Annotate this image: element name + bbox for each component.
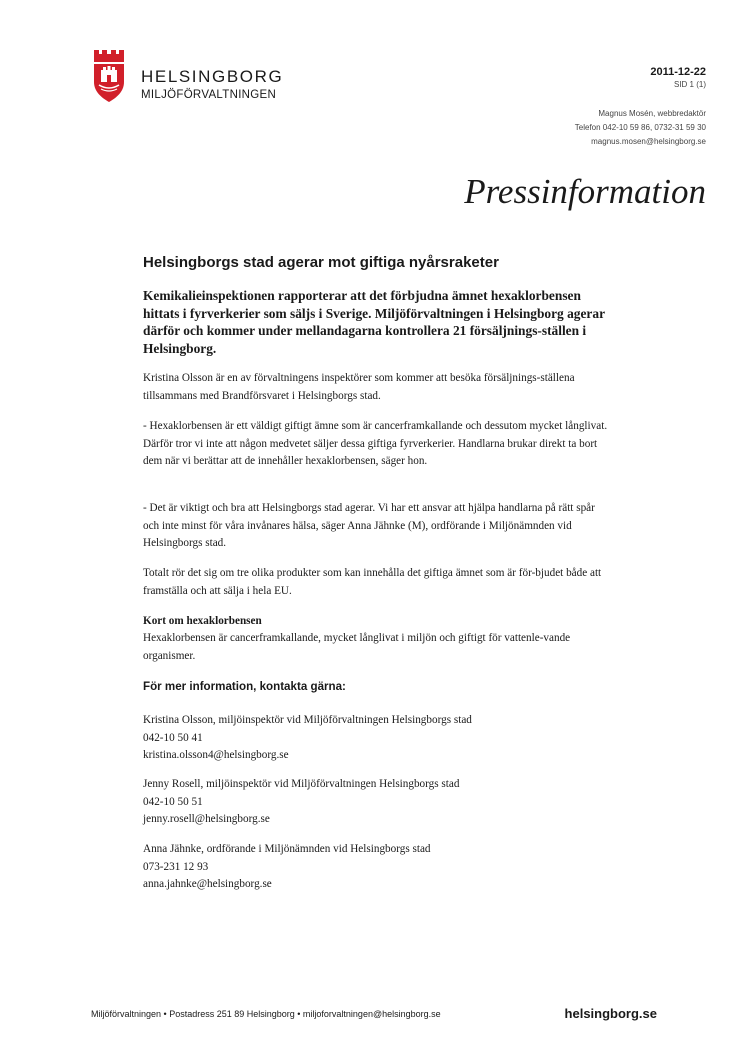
footer-address: Miljöförvaltningen • Postadress 251 89 Helsingborg • miljoforvaltningen@helsingborg.se (91, 1009, 441, 1019)
page-number: SID 1 (1) (673, 80, 706, 89)
contact-name: Jenny Rosell, miljöinspektör vid Miljöförvaltningen Helsingborgs stad (143, 778, 460, 790)
article-paragraph-3: - Det är viktigt och bra att Helsingborgs stad agerar. Vi har ett ansvar att hjälpa handlarna på rätt spår och inte minst för våra invånares hälsa, säger Anna Jähnke (M), ordförande i Miljönämnden vid Helsingborgs stad. (143, 502, 595, 549)
press-contact-phone: Telefon 042-10 59 86, 0732-31 59 30 (574, 123, 706, 132)
article-lead: Kemikalieinspektionen rapporterar att det förbjudna ämnet hexaklorbensen hittats i fyrverkerier som säljs i Sverige. Miljöförvaltningen i Helsingborg agerar därför och kommer under mellandagarna kontrollera 21 försäljnings-ställen i Helsingborg. (143, 288, 605, 356)
contacts-heading: För mer information, kontakta gärna: (143, 680, 346, 693)
contact-email[interactable]: anna.jahnke@helsingborg.se (143, 878, 272, 890)
contact-phone: 042-10 50 51 (143, 795, 203, 808)
article-paragraph-2: - Hexaklorbensen är ett väldigt giftigt ämne som är cancerframkallande och dessutom mycket långlivat. Därför tror vi inte att någon medvetet säljer dessa giftiga fyrverkerier. Handlarna brukar direkt ta bort dem när vi berättar att de innehåller hexaklorbensen, säger hon. (143, 420, 608, 467)
contact-email[interactable]: jenny.rosell@helsingborg.se (143, 813, 270, 825)
contact-name: Anna Jähnke, ordförande i Miljönämnden vid Helsingborgs stad (143, 843, 431, 855)
contact-card (143, 712, 613, 765)
org-name: HELSINGBORG (141, 67, 284, 86)
article-paragraph-4: Totalt rör det sig om tre olika produkter som kan innehålla det giftiga ämnet som är för-bjudet både att framställa och att sälja i hela EU. (143, 567, 602, 597)
document-date: 2011-12-22 (650, 66, 706, 78)
press-contact-email: magnus.mosen@helsingborg.se (591, 137, 706, 146)
fact-box-title: Kort om hexaklorbensen (143, 615, 262, 627)
footer-website-link[interactable]: helsingborg.se (564, 1006, 657, 1021)
contact-phone: 073-231 12 93 (143, 860, 209, 873)
org-department: MILJÖFÖRVALTNINGEN (141, 89, 277, 101)
press-contact-name: Magnus Mosén, webbredaktör (598, 109, 706, 118)
contact-card (143, 776, 613, 829)
document-type-title: Pressinformation (464, 172, 706, 211)
helsingborg-crest-icon (92, 48, 126, 104)
contact-name: Kristina Olsson, miljöinspektör vid Miljöförvaltningen Helsingborgs stad (143, 714, 472, 726)
contact-card (143, 841, 613, 894)
article-paragraph-1: Kristina Olsson är en av förvaltningens inspektörer som kommer att besöka försäljnings-ställena tillsammans med Brandförsvaret i Helsingborgs stad. (143, 372, 575, 402)
article-headline: Helsingborgs stad agerar mot giftiga nyårsraketer (143, 254, 499, 271)
fact-box-text: Hexaklorbensen är cancerframkallande, mycket långlivat i miljön och giftigt för vattenle-vande organismer. (143, 632, 571, 662)
contact-phone: 042-10 50 41 (143, 731, 203, 744)
contact-email[interactable]: kristina.olsson4@helsingborg.se (143, 749, 289, 761)
